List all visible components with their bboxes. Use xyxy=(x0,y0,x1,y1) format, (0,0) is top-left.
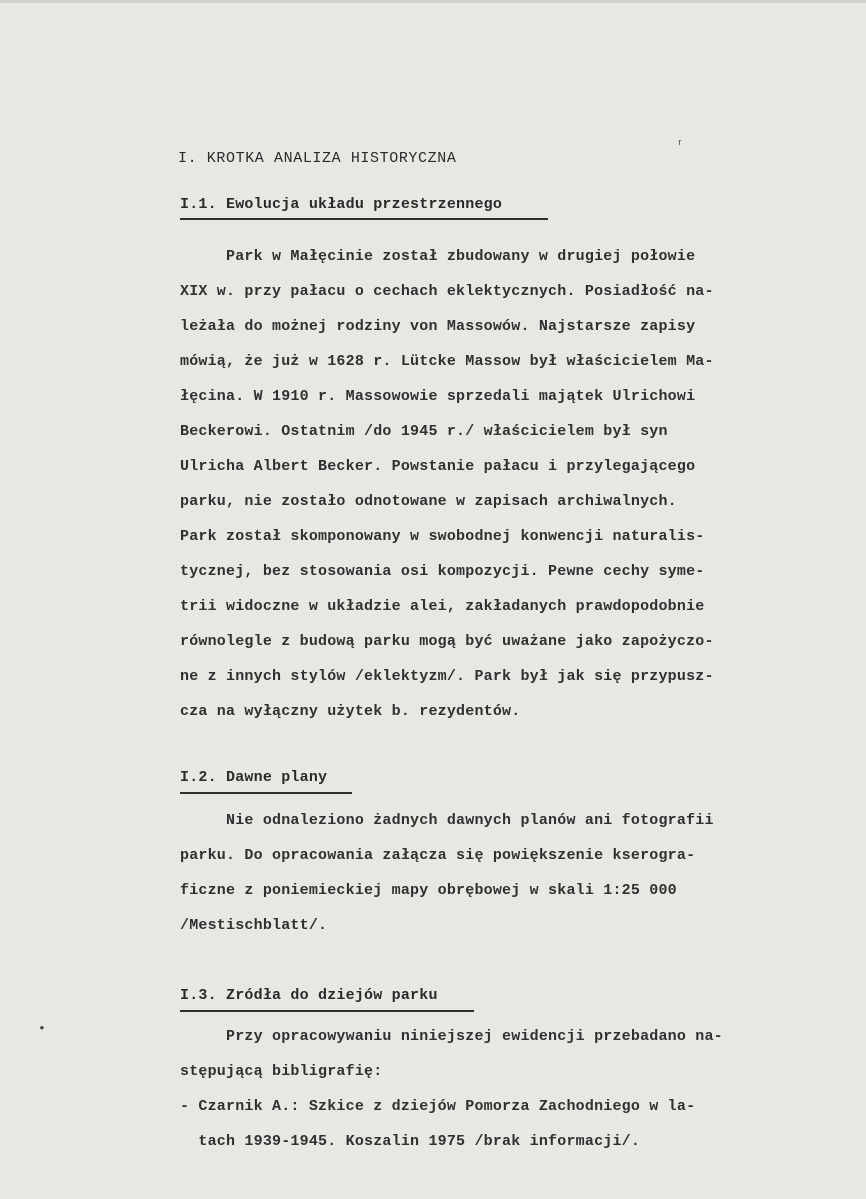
main-heading: I. KROTKA ANALIZA HISTORYCZNA xyxy=(178,150,457,167)
text-line: Beckerowi. Ostatnim /do 1945 r./ właścicielem był syn xyxy=(180,423,668,440)
text-line: trii widoczne w układzie alei, zakładanych prawdopodobnie xyxy=(180,598,705,615)
text-line: mówią, że już w 1628 r. Lütcke Massow był właścicielem Ma- xyxy=(180,353,714,370)
text-line: Przy opracowywaniu niniejszej ewidencji przebadano na- xyxy=(180,1028,723,1045)
section-1-underline xyxy=(180,218,548,220)
text-line: parku, nie zostało odnotowane w zapisach archiwalnych. xyxy=(180,493,677,510)
text-line: równolegle z budową parku mogą być uważane jako zapożyczo- xyxy=(180,633,714,650)
text-line: parku. Do opracowania załącza się powiększenie kserogra- xyxy=(180,847,696,864)
text-line: ne z innych stylów /eklektyzm/. Park był jak się przypusz- xyxy=(180,668,714,685)
text-line: Park w Małęcinie został zbudowany w drugiej połowie xyxy=(180,248,696,265)
section-2-title: I.2. Dawne plany xyxy=(180,769,328,786)
text-line: Nie odnaleziono żadnych dawnych planów ani fotografii xyxy=(180,812,714,829)
section-1-title: I.1. Ewolucja układu przestrzennego xyxy=(180,196,503,213)
text-line: leżała do możnej rodziny von Massowów. Najstarsze zapisy xyxy=(180,318,696,335)
text-line: XIX w. przy pałacu o cechach eklektycznych. Posiadłość na- xyxy=(180,283,714,300)
pen-mark: ʳ xyxy=(676,137,684,152)
text-line: Ulricha Albert Becker. Powstanie pałacu i przylegającego xyxy=(180,458,696,475)
text-line: tycznej, bez stosowania osi kompozycji. Pewne cechy syme- xyxy=(180,563,705,580)
section-3-title: I.3. Zródła do dziejów parku xyxy=(180,987,438,1004)
section-2-underline xyxy=(180,792,352,794)
margin-dot: • xyxy=(38,1021,46,1036)
text-line: cza na wyłączny użytek b. rezydentów. xyxy=(180,703,521,720)
text-line: ficzne z poniemieckiej mapy obrębowej w skali 1:25 000 xyxy=(180,882,677,899)
text-line: łęcina. W 1910 r. Massowowie sprzedali majątek Ulrichowi xyxy=(180,388,696,405)
text-line: Park został skomponowany w swobodnej konwencji naturalis- xyxy=(180,528,705,545)
text-line: - Czarnik A.: Szkice z dziejów Pomorza Zachodniego w la- xyxy=(180,1098,696,1115)
text-line: /Mestischblatt/. xyxy=(180,917,328,934)
text-line: stępującą bibligrafię: xyxy=(180,1063,383,1080)
section-3-underline xyxy=(180,1010,474,1012)
text-line: tach 1939-1945. Koszalin 1975 /brak informacji/. xyxy=(180,1133,641,1150)
